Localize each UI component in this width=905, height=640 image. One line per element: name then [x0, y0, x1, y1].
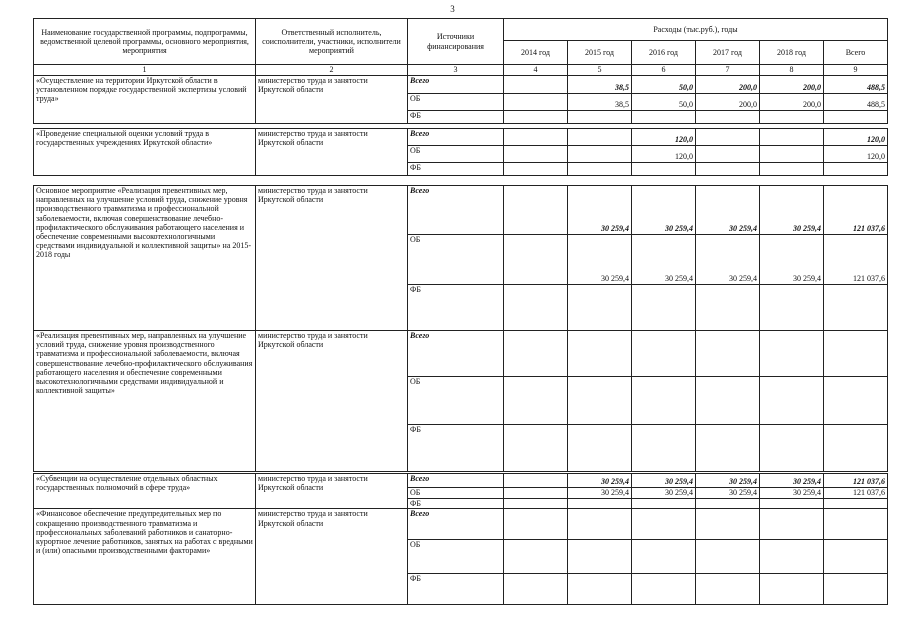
amount-cell	[824, 163, 888, 176]
amount-cell	[632, 377, 696, 425]
table-row	[34, 509, 888, 540]
executor-cell: министерство труда и занятости Иркутской области	[256, 509, 408, 605]
amount-cell	[696, 377, 760, 425]
amount-cell: 121 037,6	[824, 488, 888, 499]
measure-name: «Субвенции на осуществление отдельных областных государственных полномочий в сфере труда»	[34, 474, 256, 509]
amount-cell: 30 259,4	[568, 186, 632, 235]
executor-cell: министерство труда и занятости Иркутской области	[256, 76, 408, 124]
funding-source: Всего	[408, 509, 504, 540]
amount-cell	[696, 163, 760, 176]
table-row	[34, 129, 888, 146]
amount-cell	[760, 377, 824, 425]
amount-cell	[504, 474, 568, 488]
amount-cell: 120,0	[824, 146, 888, 163]
amount-cell	[504, 540, 568, 574]
amount-cell	[696, 509, 760, 540]
amount-cell	[824, 540, 888, 574]
amount-cell	[568, 129, 632, 146]
amount-cell	[824, 331, 888, 377]
amount-cell	[824, 285, 888, 331]
amount-cell: 200,0	[760, 94, 824, 111]
amount-cell: 30 259,4	[568, 474, 632, 488]
amount-cell	[760, 111, 824, 124]
column-number: 3	[408, 65, 504, 76]
amount-cell	[760, 146, 824, 163]
funding-source: ОБ	[408, 488, 504, 499]
column-number: 1	[34, 65, 256, 76]
funding-source: ОБ	[408, 235, 504, 285]
row-gap-cell	[34, 176, 888, 186]
amount-cell: 121 037,6	[824, 474, 888, 488]
amount-cell	[760, 285, 824, 331]
amount-cell	[504, 425, 568, 472]
column-number: 8	[760, 65, 824, 76]
amount-cell	[824, 574, 888, 605]
header-executor: Ответственный исполнитель, соисполнители, участники, исполнители мероприятий	[256, 19, 408, 65]
funding-source: Всего	[408, 474, 504, 488]
amount-cell: 120,0	[632, 146, 696, 163]
amount-cell	[504, 111, 568, 124]
amount-cell	[632, 574, 696, 605]
amount-cell: 121 037,6	[824, 186, 888, 235]
amount-cell: 30 259,4	[696, 488, 760, 499]
amount-cell	[504, 146, 568, 163]
amount-cell: 30 259,4	[760, 186, 824, 235]
column-number: 2	[256, 65, 408, 76]
amount-cell	[760, 574, 824, 605]
amount-cell: 30 259,4	[760, 488, 824, 499]
amount-cell	[632, 163, 696, 176]
amount-cell	[824, 377, 888, 425]
header-year: 2018 год	[760, 41, 824, 65]
table-row	[34, 186, 888, 235]
amount-cell	[504, 285, 568, 331]
amount-cell: 30 259,4	[696, 235, 760, 285]
amount-cell	[824, 499, 888, 509]
amount-cell: 488,5	[824, 76, 888, 94]
amount-cell: 50,0	[632, 94, 696, 111]
amount-cell	[696, 574, 760, 605]
amount-cell	[632, 331, 696, 377]
header-year: 2014 год	[504, 41, 568, 65]
amount-cell	[696, 499, 760, 509]
funding-source: Всего	[408, 76, 504, 94]
amount-cell	[696, 331, 760, 377]
funding-source: ОБ	[408, 377, 504, 425]
executor-cell: министерство труда и занятости Иркутской области	[256, 186, 408, 331]
amount-cell: 120,0	[824, 129, 888, 146]
amount-cell: 30 259,4	[568, 488, 632, 499]
page-number: 3	[450, 4, 455, 14]
amount-cell	[504, 377, 568, 425]
measure-name: «Реализация превентивных мер, направленных на улучшение условий труда, снижение уровня производственного травматизма и профессиональной заболеваемости, включая совершенствование лечебно-профилактического обслуживания работающего населения и обеспечение современными высокотехнологичными средствами индивидуальной и коллективной защиты»	[34, 331, 256, 472]
amount-cell: 30 259,4	[568, 235, 632, 285]
table-row	[34, 474, 888, 488]
amount-cell	[504, 499, 568, 509]
measure-name: «Осуществление на территории Иркутской области в установленном порядке государственной экспертизы условий труда»	[34, 76, 256, 124]
amount-cell	[568, 540, 632, 574]
amount-cell	[824, 111, 888, 124]
funding-source: ФБ	[408, 111, 504, 124]
funding-source: ФБ	[408, 574, 504, 605]
amount-cell: 30 259,4	[632, 235, 696, 285]
amount-cell	[568, 111, 632, 124]
amount-cell	[760, 509, 824, 540]
funding-source: ОБ	[408, 94, 504, 111]
amount-cell	[760, 331, 824, 377]
header-source: Источники финансирования	[408, 19, 504, 65]
column-number: 7	[696, 65, 760, 76]
amount-cell	[568, 377, 632, 425]
amount-cell: 30 259,4	[632, 474, 696, 488]
column-number: 6	[632, 65, 696, 76]
amount-cell: 121 037,6	[824, 235, 888, 285]
amount-cell	[696, 111, 760, 124]
executor-cell: министерство труда и занятости Иркутской области	[256, 129, 408, 176]
amount-cell: 30 259,4	[760, 474, 824, 488]
funding-source: ФБ	[408, 163, 504, 176]
header-year: 2016 год	[632, 41, 696, 65]
funding-source: ОБ	[408, 146, 504, 163]
measure-name: «Финансовое обеспечение предупредительных мер по сокращению производственного травматизма и профессиональных заболеваний работников и санаторно-курортное лечение работников, занятых на работах с вредными и (или) опасными производственными факторами»	[34, 509, 256, 605]
funding-source: ФБ	[408, 425, 504, 472]
amount-cell	[568, 331, 632, 377]
executor-cell: министерство труда и занятости Иркутской области	[256, 474, 408, 509]
amount-cell	[504, 76, 568, 94]
amount-cell	[568, 285, 632, 331]
funding-source: Всего	[408, 331, 504, 377]
header-total: Всего	[824, 41, 888, 65]
amount-cell	[632, 509, 696, 540]
amount-cell	[504, 574, 568, 605]
amount-cell: 30 259,4	[632, 488, 696, 499]
amount-cell: 488,5	[824, 94, 888, 111]
amount-cell	[696, 129, 760, 146]
amount-cell	[824, 509, 888, 540]
amount-cell	[568, 425, 632, 472]
amount-cell: 30 259,4	[760, 235, 824, 285]
amount-cell	[504, 235, 568, 285]
row-gap	[34, 176, 888, 186]
amount-cell	[696, 540, 760, 574]
amount-cell	[504, 488, 568, 499]
amount-cell: 30 259,4	[696, 474, 760, 488]
amount-cell	[568, 146, 632, 163]
amount-cell	[824, 425, 888, 472]
column-number: 4	[504, 65, 568, 76]
funding-source: ФБ	[408, 285, 504, 331]
amount-cell: 200,0	[696, 94, 760, 111]
amount-cell	[504, 331, 568, 377]
amount-cell: 30 259,4	[632, 186, 696, 235]
amount-cell	[568, 163, 632, 176]
amount-cell: 30 259,4	[696, 186, 760, 235]
funding-source: ФБ	[408, 499, 504, 509]
amount-cell	[504, 94, 568, 111]
header-name: Наименование государственной программы, подпрограммы, ведомственной целевой программы, основного мероприятия, мероприятия	[34, 19, 256, 65]
amount-cell	[504, 509, 568, 540]
amount-cell	[696, 285, 760, 331]
amount-cell	[632, 111, 696, 124]
amount-cell	[696, 146, 760, 163]
amount-cell	[504, 163, 568, 176]
measure-name: Основное мероприятие «Реализация превентивных мер, направленных на улучшение условий труда, снижение уровня производственного травматизма и профессиональной заболеваемости, включая совершенствование лечебно-профилактического обслуживания работающего населения и обеспечение современными высокотехнологичными средствами индивидуальной и коллективной защиты» на 2015-2018 годы	[34, 186, 256, 331]
column-number: 9	[824, 65, 888, 76]
amount-cell	[760, 163, 824, 176]
amount-cell	[504, 129, 568, 146]
header-expenses: Расходы (тыс.руб.), годы	[504, 19, 888, 41]
funding-source: ОБ	[408, 540, 504, 574]
amount-cell	[504, 186, 568, 235]
amount-cell: 38,5	[568, 76, 632, 94]
table-row	[34, 331, 888, 377]
amount-cell	[568, 574, 632, 605]
amount-cell	[696, 425, 760, 472]
amount-cell: 120,0	[632, 129, 696, 146]
amount-cell	[760, 425, 824, 472]
amount-cell	[632, 285, 696, 331]
header-year: 2015 год	[568, 41, 632, 65]
column-number: 5	[568, 65, 632, 76]
amount-cell: 38,5	[568, 94, 632, 111]
header-year: 2017 год	[696, 41, 760, 65]
measure-name: «Проведение специальной оценки условий труда в государственных учреждениях Иркутской области»	[34, 129, 256, 176]
amount-cell	[568, 499, 632, 509]
amount-cell	[632, 425, 696, 472]
executor-cell: министерство труда и занятости Иркутской области	[256, 331, 408, 472]
amount-cell	[760, 499, 824, 509]
amount-cell: 50,0	[632, 76, 696, 94]
amount-cell: 200,0	[760, 76, 824, 94]
amount-cell	[760, 540, 824, 574]
amount-cell	[760, 129, 824, 146]
funding-source: Всего	[408, 186, 504, 235]
amount-cell: 200,0	[696, 76, 760, 94]
amount-cell	[632, 540, 696, 574]
amount-cell	[568, 509, 632, 540]
expenses-table	[33, 18, 888, 605]
funding-source: Всего	[408, 129, 504, 146]
amount-cell	[632, 499, 696, 509]
table-row	[34, 76, 888, 94]
